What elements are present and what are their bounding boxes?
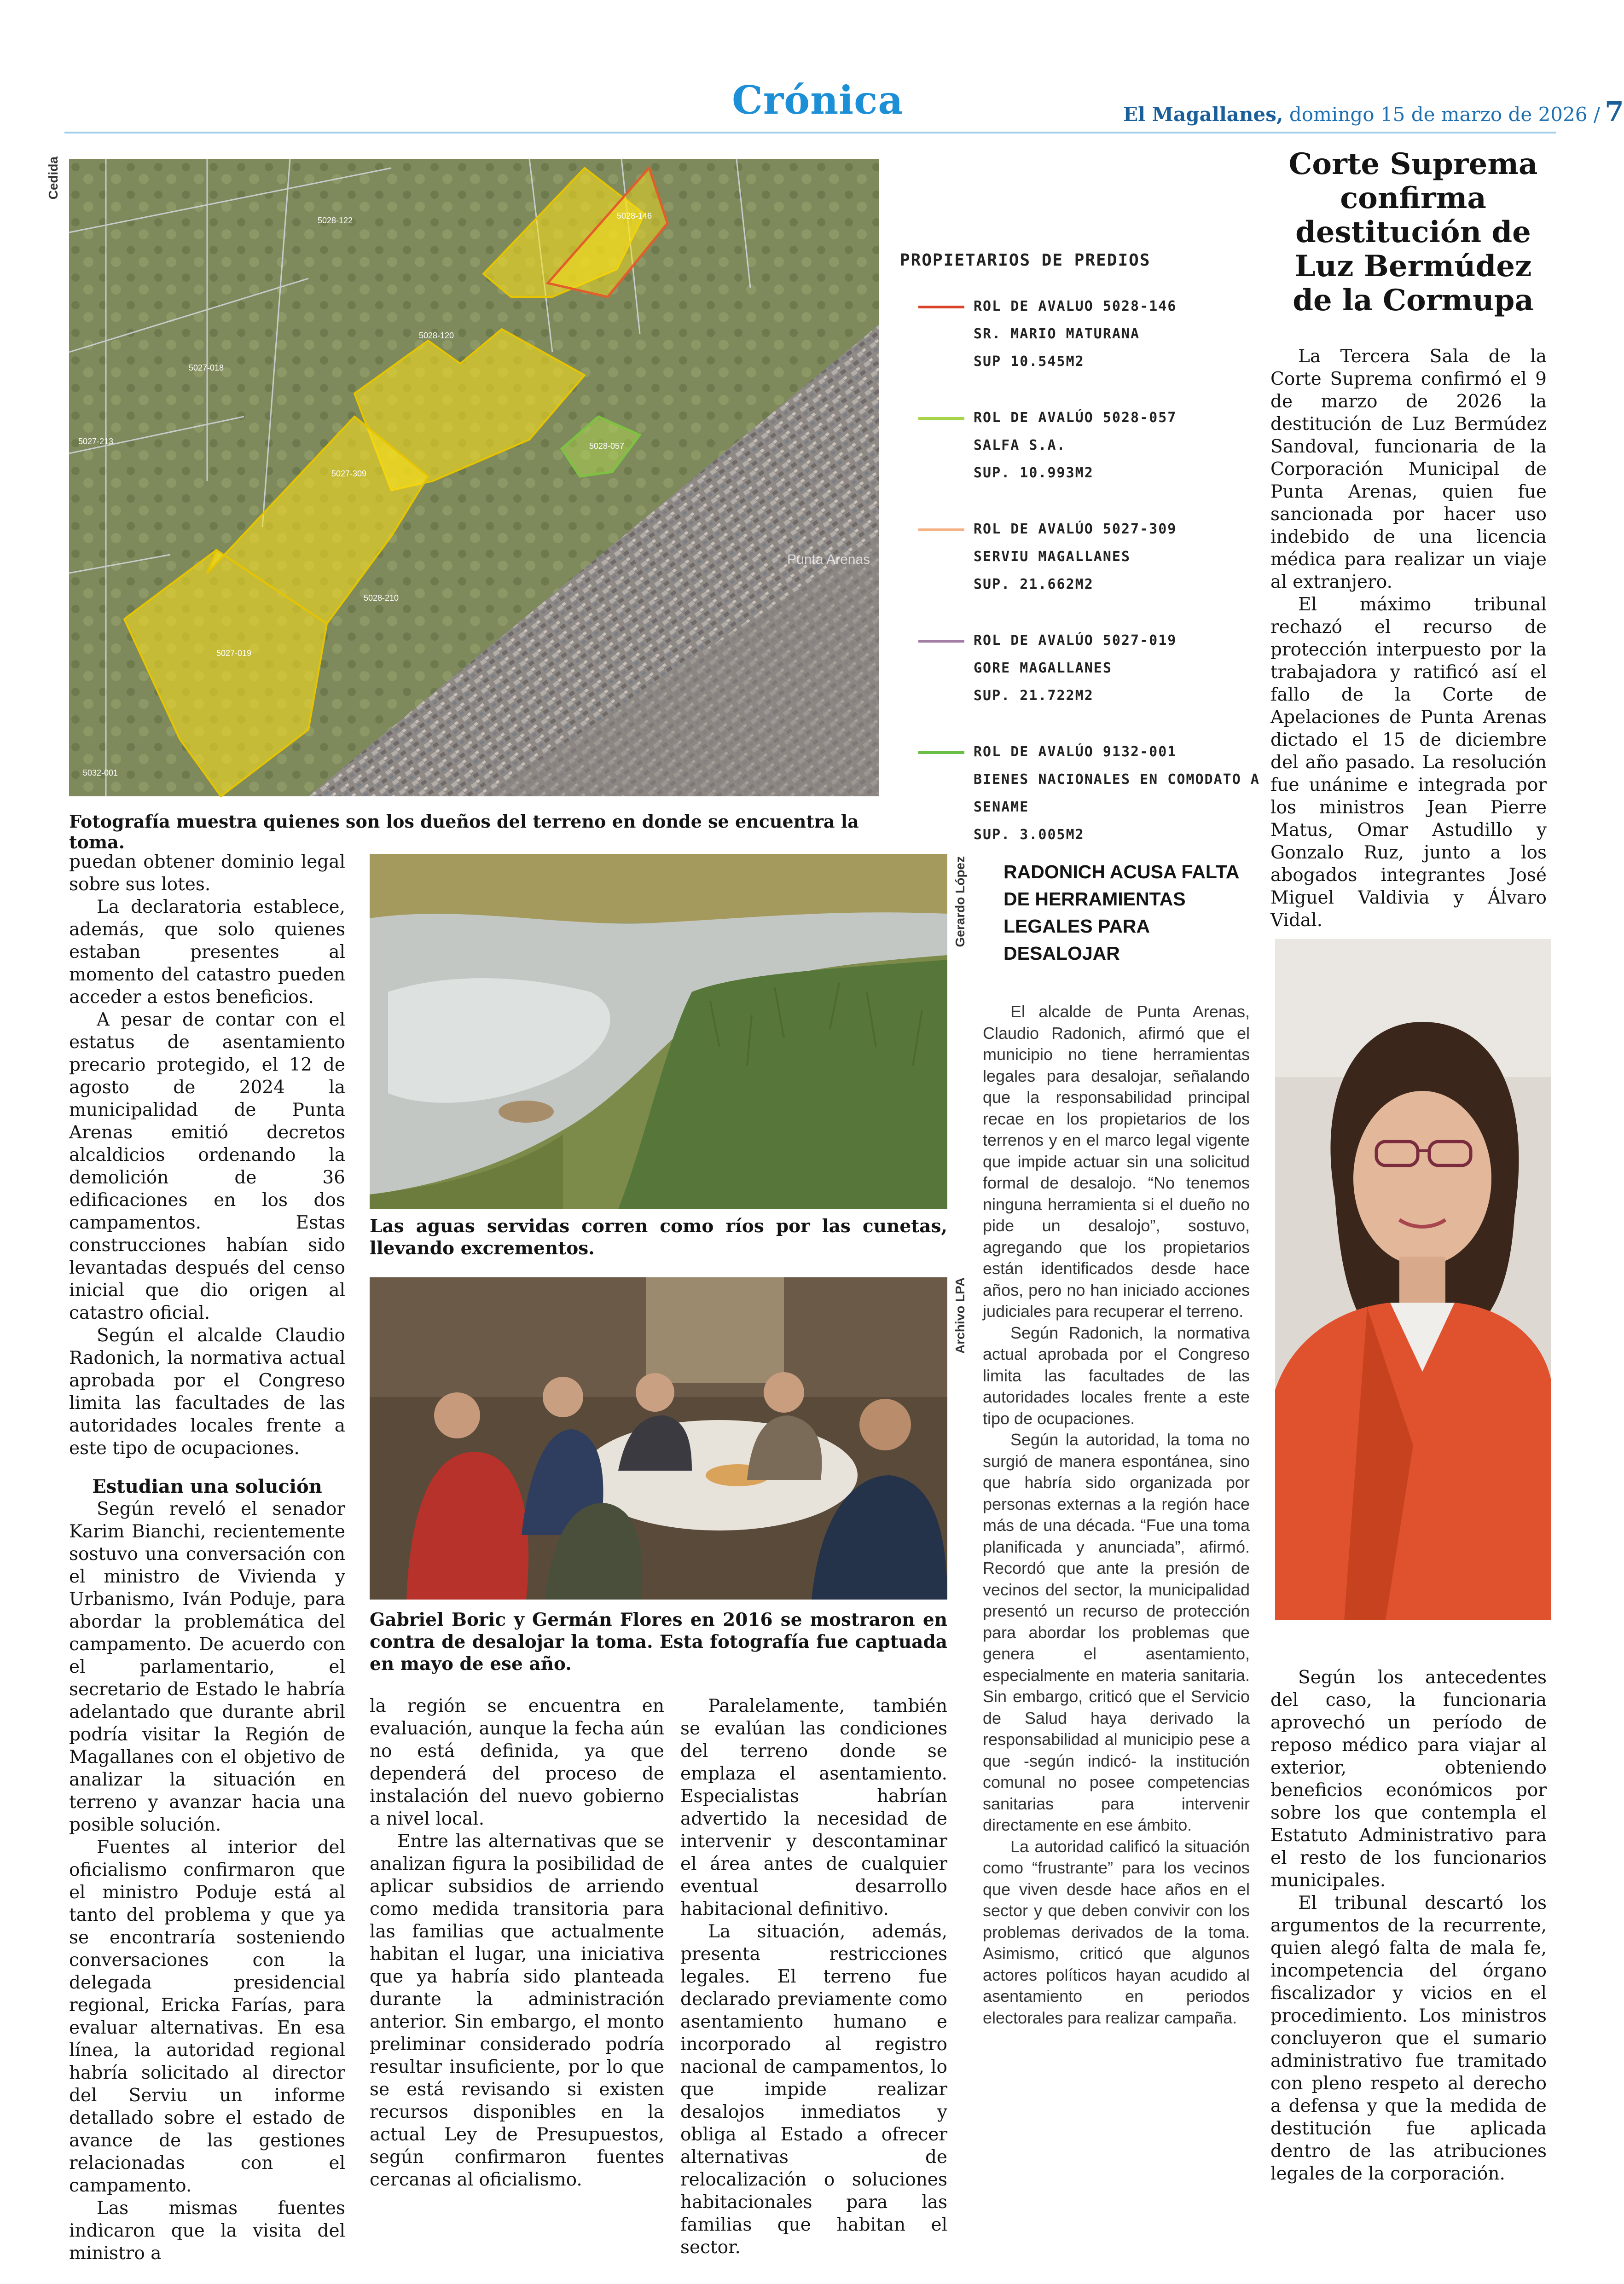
legend-rol: ROL DE AVALÚO 5027-309 xyxy=(974,521,1177,537)
legend-area: SUP. 3.005M2 xyxy=(974,827,1085,843)
corte-suprema-article-bottom xyxy=(1270,1666,1547,2185)
sewage-photo-credit: Gerardo López xyxy=(953,856,967,947)
legend-title: PROPIETARIOS DE PREDIOS xyxy=(900,251,1151,270)
section-title: Crónica xyxy=(732,77,904,123)
paragraph: La situación, además, presenta restricciones legales. El terreno fue declarado previamente como asentamiento humano e incorporado al registro nacional de campamentos, lo que impide realizar desalojos inmediatos y obliga al Estado a ofrecer alternativas de relocalización o soluciones habitacionales para las familias que habitan el sector. xyxy=(680,1921,947,2258)
legend-swatch xyxy=(918,751,964,754)
paragraph: Según el alcalde Claudio Radonich, la normativa actual aprobada por el Congreso limita las facultades de las autoridades locales frente a este tipo de ocupaciones. xyxy=(69,1325,345,1459)
portrait-photo xyxy=(1275,939,1551,1620)
article-column-1 xyxy=(69,851,345,2265)
paragraph: El tribunal descartó los argumentos de la recurrente, quien alegó falta de mala fe, incompetencia del órgano fiscalizador y vicios en el procedimiento. Los ministros concluyeron que el sumario administrativo fue tramitado con pleno respeto al derecho a defensa y que la medida de destitución fue aplicada dentro de las atribuciones legales de la corporación. xyxy=(1270,1893,1547,2184)
sewage-photo-image xyxy=(370,854,947,1209)
legend-owner: BIENES NACIONALES EN COMODATO A SENAME xyxy=(974,771,1260,815)
portrait-photo-image xyxy=(1275,939,1551,1620)
header-rule xyxy=(64,132,1556,133)
masthead xyxy=(1123,96,1624,128)
paragraph: Paralelamente, también se evalúan las condiciones del terreno donde se emplaza el asentamiento. Especialistas habrían advertido la necesidad de intervenir y descontaminar el área antes de cualquier eventual desarrollo habitacional definitivo. xyxy=(680,1696,947,1919)
paragraph: Fuentes al interior del oficialismo confirmaron que el ministro Poduje está al tanto del problema y que ya se encontraría sosteniendo conversaciones con la delegada presidencial regional, Ericka Farías, para evaluar alternativas. En esa línea, la autoridad regional habría solicitado al director del Serviu un informe detallado sobre el estado de avance de las gestiones relacionadas con el campamento. xyxy=(69,1837,345,2196)
issue-date: domingo 15 de marzo de 2026 xyxy=(1289,103,1588,126)
legend-item xyxy=(900,627,1277,710)
parcel-label: 5027-019 xyxy=(216,649,252,658)
legend-owner: GORE MAGALLANES xyxy=(974,660,1112,676)
legend-area: SUP 10.545M2 xyxy=(974,354,1085,370)
legend-rol: ROL DE AVALUO 5028-146 xyxy=(974,298,1177,314)
parcel-label: 5032-001 xyxy=(83,768,118,777)
parcel-label: 5027-309 xyxy=(331,469,367,478)
paragraph: El máximo tribunal rechazó el recurso de protección interpuesto por la trabajadora y ratificó así el fallo de la Corte de Apelaciones de Punta Arenas dictado el 15 de diciembre del año pasado. La resolución fue unánime e integrada por los ministros Jean Pierre Matus, Omar Astudillo y Gonzalo Ruz, junto a los abogados integrantes José Miguel Valdivia y Álvaro Vidal. xyxy=(1270,594,1547,931)
paragraph: Según reveló el senador Karim Bianchi, recientemente sostuvo una conversación con el ministro de Vivienda y Urbanismo, Iván Poduje, para abordar la problemática del campamento. De acuerdo con el parlamentario, el secretario de Estado le habría adelantado que durante abril podría visitar la Región de Magallanes con el objetivo de analizar la situación en terreno y avanzar hacia una posible solución. xyxy=(69,1499,345,1835)
parcel-label: 5028-057 xyxy=(589,441,625,451)
paragraph: A pesar de contar con el estatus de asentamiento precario protegido, el 12 de agosto de 2024 la municipalidad de Punta Arenas emitió decretos alcaldicios ordenando la demolición de 36 edificaciones en los dos campamentos. Estas construcciones habían sido levantadas después del censo inicial que dio origen al catastro oficial. xyxy=(69,1009,345,1323)
parcel-label: 5027-213 xyxy=(78,437,114,446)
paragraph: La Tercera Sala de la Corte Suprema confirmó el 9 de marzo de 2026 la destitución de Luz Bermúdez Sandoval, funcionaria de la Corporación Municipal de Punta Arenas, quien fue sancionada por hacer uso indebido de una licencia médica para realizar un viaje al extranjero. xyxy=(1270,346,1547,592)
paragraph: La autoridad calificó la situación como “frustrante” para los vecinos que viven desde hace años en el sector y que deben convivir con los problemas derivados de la toma. Asimismo, criticó que algunos actores políticos hayan acudido al asentamiento en periodos electorales para realizar campaña. xyxy=(983,1837,1250,2027)
legend-item xyxy=(900,516,1277,598)
map-photo-credit: Cedida xyxy=(46,157,60,200)
aerial-map-image xyxy=(69,159,879,796)
paragraph: Según la autoridad, la toma no surgió de manera espontánea, sino que habría sido organizada por personas externas a la región hace más de una década. “Fue una toma planificada y anunciada”, afirmó. Recordó que ante la presión de vecinos del sector, la municipalidad presentó un recurso de protección para abordar los problemas que genera el asentamiento, especialmente en materia sanitaria. Sin embargo, criticó que el Servicio de Salud haya derivado la responsabilidad al municipio pese a que -según indicó- la institución comunal no posee competencias sanitarias para intervenir directamente en ese ámbito. xyxy=(983,1430,1250,1834)
meeting-photo xyxy=(370,1277,947,1600)
aerial-parcel-map xyxy=(69,159,879,796)
parcel-label: 5027-018 xyxy=(189,363,224,372)
legend-rol: ROL DE AVALÚO 9132-001 xyxy=(974,744,1177,760)
legend-item xyxy=(900,404,1277,487)
parcel-label: 5028-210 xyxy=(364,593,399,603)
sewage-photo xyxy=(370,854,947,1209)
legend-rol: ROL DE AVALÚO 5028-057 xyxy=(974,410,1177,426)
paragraph: La declaratoria establece, además, que solo quienes estaban presentes al momento del catastro pueden acceder a estos beneficios. xyxy=(69,897,345,1008)
sewage-photo-caption: Las aguas servidas corren como ríos por las cunetas, llevando excrementos. xyxy=(370,1216,947,1259)
page-separator: / xyxy=(1593,103,1600,126)
legend-area: SUP. 21.662M2 xyxy=(974,576,1094,592)
paragraph: puedan obtener dominio legal sobre sus lotes. xyxy=(69,852,345,895)
meeting-photo-credit: Archivo LPA xyxy=(953,1277,967,1354)
legend-swatch xyxy=(918,306,964,308)
paragraph: Entre las alternativas que se analizan figura la posibilidad de aplicar subsidios de arriendo como medida transitoria para las familias que actualmente habitan el lugar, una iniciativa que ya habría sido planteada durante la administración anterior. Sin embargo, el monto preliminar considerado podría resultar insuficiente, por lo que se está revisando si existen recursos disponibles en la actual Ley de Presupuestos, según confirmaron fuentes cercanas al oficialismo. xyxy=(370,1831,664,2190)
parcel-label: 5028-146 xyxy=(617,211,652,220)
legend-owner: SALFA S.A. xyxy=(974,437,1066,453)
meeting-photo-image xyxy=(370,1277,947,1600)
legend-swatch xyxy=(918,640,964,643)
article-column-2 xyxy=(370,1695,664,2191)
corte-suprema-article-top xyxy=(1270,345,1547,932)
parcel-label: 5028-122 xyxy=(318,216,353,225)
radonich-headline: RADONICH ACUSA FALTA DE HERRAMIENTAS LEGALES PARA DESALOJAR xyxy=(1003,861,1239,964)
corte-suprema-headline: Corte Suprema confirma destitución de Luz Bermúdez de la Cormupa xyxy=(1288,147,1538,318)
page-number: 7 xyxy=(1604,96,1624,128)
parcel-legend xyxy=(900,251,1277,877)
legend-swatch xyxy=(918,528,964,531)
paragraph: El alcalde de Punta Arenas, Claudio Radonich, afirmó que el municipio no tiene herramientas legales para desalojar, señalando que la responsabilidad principal recae en los propietarios de los terrenos y en el marco legal vigente que impide actuar sin una solicitud formal de desalojo. “No tenemos ninguna herramienta si el dueño no pide un desalojo”, sostuvo, agregando que los propietarios están identificados desde hace años, pero no han iniciado acciones judiciales para recuperar el terreno. xyxy=(983,1002,1250,1321)
legend-item xyxy=(900,293,1277,376)
legend-area: SUP. 21.722M2 xyxy=(974,688,1094,704)
paragraph: Las mismas fuentes indicaron que la visita del ministro a xyxy=(69,2198,345,2264)
parcel-label: 5028-120 xyxy=(419,331,454,340)
legend-swatch xyxy=(918,417,964,420)
article-column-3 xyxy=(680,1695,947,2259)
legend-owner: SERVIU MAGALLANES xyxy=(974,549,1131,565)
legend-item xyxy=(900,738,1277,849)
subheading: Estudian una solución xyxy=(92,1476,322,1497)
paragraph: Según Radonich, la normativa actual aprobada por el Congreso limita las facultades de las autoridades locales frente a este tipo de ocupaciones. xyxy=(983,1323,1250,1428)
legend-owner: SR. MARIO MATURANA xyxy=(974,326,1140,342)
legend-rol: ROL DE AVALÚO 5027-019 xyxy=(974,632,1177,649)
publication-name: El Magallanes, xyxy=(1123,103,1283,126)
map-caption: Fotografía muestra quienes son los dueños del terreno en donde se encuentra la toma. xyxy=(69,811,859,852)
map-overlay-text: Punta Arenas xyxy=(787,552,870,567)
paragraph: la región se encuentra en evaluación, aunque la fecha aún no está definida, ya que dependerá del proceso de instalación del nuevo gobierno a nivel local. xyxy=(370,1696,664,1829)
paragraph: Según los antecedentes del caso, la funcionaria aprovechó un período de reposo médico para viajar al exterior, obteniendo beneficios económicos por sobre los que contempla el Estatuto Administrativo para el resto de los funcionarios municipales. xyxy=(1270,1667,1547,1891)
meeting-photo-caption: Gabriel Boric y Germán Flores en 2016 se mostraron en contra de desalojar la toma. Esta fotografía fue captuada en mayo de ese año. xyxy=(370,1609,947,1675)
radonich-article xyxy=(983,1001,1250,2029)
legend-area: SUP. 10.993M2 xyxy=(974,465,1094,481)
